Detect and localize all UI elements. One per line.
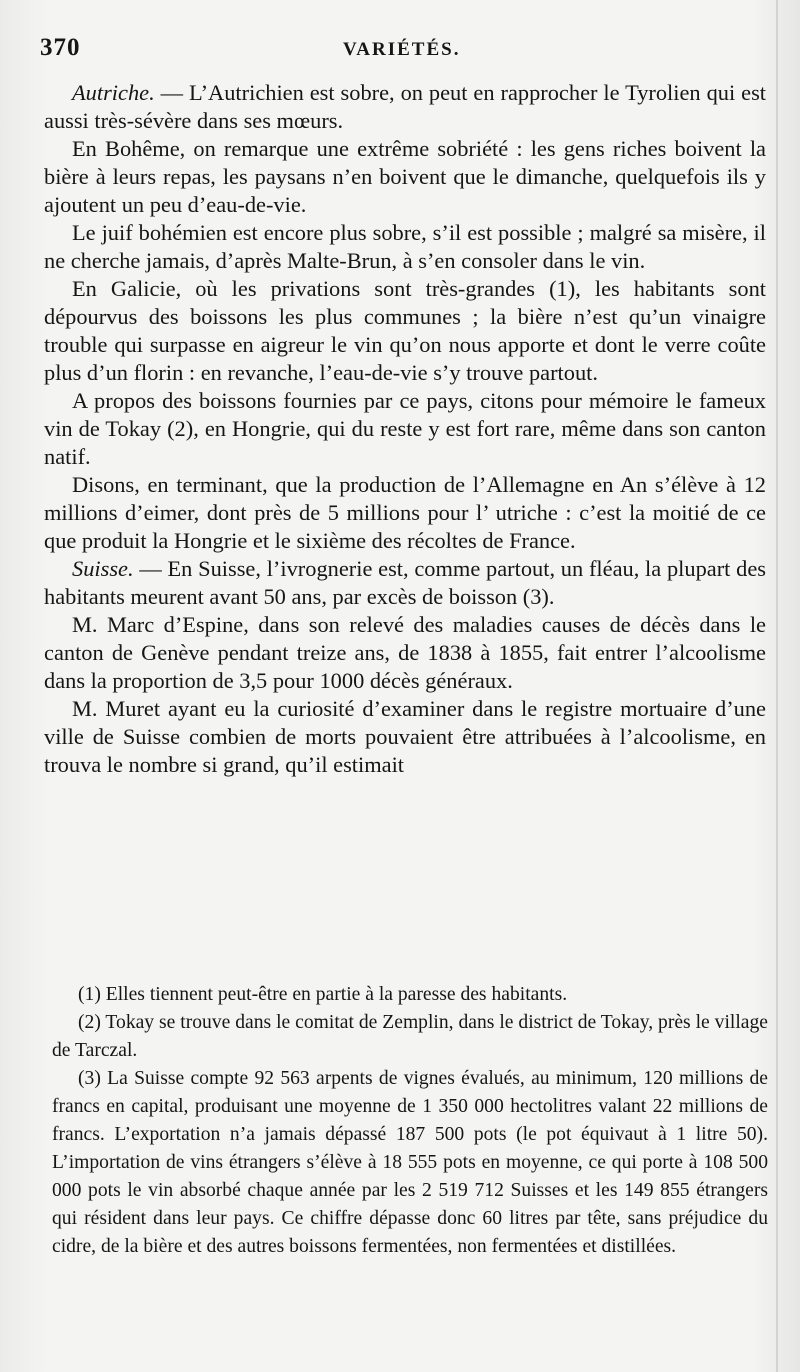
paragraph-galicie: En Galicie, où les privations sont très-grandes (1), les habitants sont dépourvus des boissons les plus communes ; la bière n’est qu’un vinaigre trouble qui surpasse en aigreur le vin qu’on nous apporte et dont le verre coûte plus d’un florin : en revanche, l’eau-de-vie s’y trouve partout. — [44, 276, 766, 385]
paragraph-tokay: A propos des boissons fournies par ce pays, citons pour mémoire le fameux vin de Tokay (2), en Hongrie, qui du reste y est fort rare, même dans son canton natif. — [44, 388, 766, 469]
footnote-3: (3) La Suisse compte 92 563 arpents de vignes évalués, au minimum, 120 millions de francs en capital, produisant une moyenne de 1 350 000 hectolitres valant 22 millions de francs. L’exportation n’a jamais dépassé 187 500 pots (le pot équivaut à 1 litre 50). L’importation de vins étrangers s’élève à 18 555 pots en moyenne, ce qui porte à 108 500 000 pots le vin absorbé chaque année par les 2 519 712 Suisses et les 149 855 étrangers qui résident dans leur pays. Ce chiffre dépasse donc 60 litres par tête, sans préjudice du cidre, de la bière et des autres boissons fermentées, non fermentées et distillées. — [52, 1068, 768, 1257]
paragraph-juif-bohemien: Le juif bohémien est encore plus sobre, s’il est possible ; malgré sa misère, il ne cherche jamais, d’après Malte-Brun, à s’en consoler dans le vin. — [44, 220, 766, 273]
footnote-1: (1) Elles tiennent peut-être en partie à la paresse des habitants. — [78, 984, 568, 1005]
paragraph-boheme: En Bohême, on remarque une extrême sobriété : les gens riches boivent la bière à leurs repas, les paysans n’en boivent que le dimanche, quelquefois ils y ajoutent un peu d’eau-de-vie. — [44, 136, 766, 217]
scan-edge-shadow — [776, 0, 778, 1372]
footnotes — [52, 981, 768, 1261]
footnote-2: (2) Tokay se trouve dans le comitat de Zemplin, dans le district de Tokay, près le village de Tarczal. — [52, 1012, 768, 1061]
paragraph-autriche — [44, 79, 766, 135]
paragraph-production: Disons, en terminant, que la production de l’Allemagne en An s’élève à 12 millions d’eimer, dont près de 5 millions pour l’ utriche : c’est la moitié de ce que produit la Hongrie et le sixième des récoltes de France. — [44, 472, 766, 553]
body-text — [44, 79, 766, 779]
paragraph-suisse — [44, 555, 766, 611]
running-head: VARIÉTÉS. — [343, 39, 461, 60]
page-number: 370 — [40, 34, 81, 61]
paragraph-muret: M. Muret ayant eu la curiosité d’examiner dans le registre mortuaire d’une ville de Suisse combien de morts pouvaient être attribuées à l’alcoolisme, en trouva le nombre si grand, qu’il estimait — [44, 696, 766, 777]
section-lead-suisse: Suisse. — [72, 556, 134, 581]
paragraph-text: — L’Autrichien est sobre, on peut en rapprocher le Tyrolien qui est aussi très-sévère dans ses mœurs. — [44, 80, 766, 133]
page-header — [40, 34, 770, 74]
paragraph-espine: M. Marc d’Espine, dans son relevé des maladies causes de décès dans le canton de Genève pendant treize ans, de 1838 à 1855, fait entrer l’alcoolisme dans la proportion de 3,5 pour 1000 décès généraux. — [44, 612, 766, 693]
paragraph-text: — En Suisse, l’ivrognerie est, comme partout, un fléau, la plupart des habitants meurent avant 50 ans, par excès de boisson (3). — [44, 556, 766, 609]
section-lead-autriche: Autriche. — [72, 80, 155, 105]
